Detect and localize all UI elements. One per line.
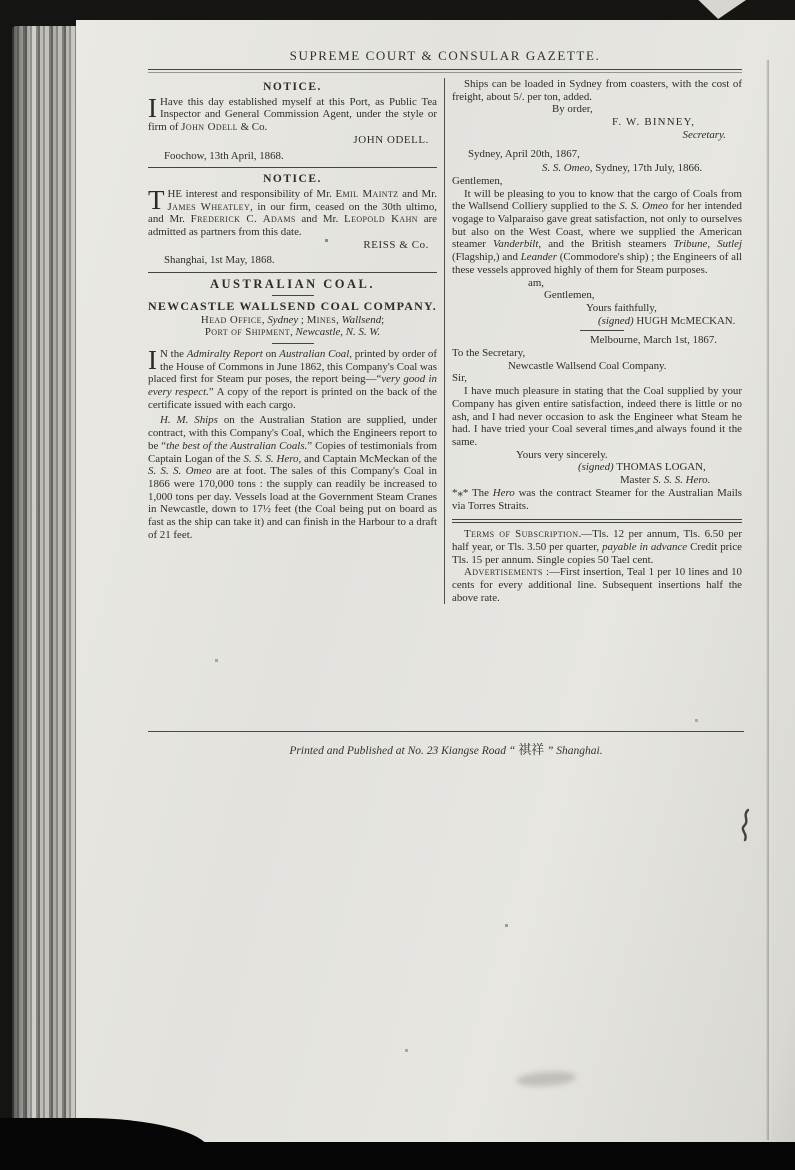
notice2-signature: REISS & Co.	[363, 238, 429, 251]
ornament-rule	[272, 295, 314, 296]
paper-tear-mark	[734, 808, 756, 842]
salutation-gentlemen: Gentlemen,	[452, 174, 503, 187]
secretary-title: Secretary.	[682, 128, 726, 141]
book-page-edges	[12, 26, 84, 1132]
imprint-line: Printed and Published at No. 23 Kiangse Road “ 祺祥 ” Shanghai.	[289, 743, 603, 758]
coal-office-line: Head Office, Sydney ; Mines, Wallsend;	[200, 313, 385, 326]
master-title-line: Master S. S. S. Hero.	[620, 474, 711, 487]
section-rule	[148, 272, 437, 273]
paper-smudge	[516, 1070, 577, 1088]
right-column	[445, 78, 742, 604]
notice1-heading: NOTICE.	[263, 81, 322, 93]
photo-dark-background	[0, 0, 795, 22]
to-secretary-line: To the Secretary,	[452, 347, 526, 360]
yours-faithfully-line: Yours faithfully,	[586, 301, 657, 314]
mcmeckan-signature: (signed) HUGH MᴄMECKAN.	[598, 314, 736, 327]
gazette-page	[76, 20, 795, 1142]
coal-paragraph-admiralty: I N the Admiralty Report on Australian Coal, printed by order of the House of Commons in June 1862, this Company's Coal was placed first for Steam pur poses, the report being—“very good in every respect.” A copy of the report is printed on the back of the certificate issued with each cargo.	[148, 344, 438, 411]
notice2-body: THE interest and responsibility of Mr. Emil Maintz and Mr. James Wheatley, in our firm, ceased on the 30th ultimo, and Mr. Frederick C. Adams and Mr. Leopold Kahn are admitted as partners from this date.	[148, 184, 437, 239]
notice1-dateline: Foochow, 13th April, 1868.	[164, 149, 284, 162]
section-rule	[148, 167, 437, 168]
footer-rule	[148, 731, 744, 732]
page-crease	[766, 60, 771, 1140]
advertisement-terms: Advertisements :—First insertion, Teal 1 per 10 lines and 10 cents for every additional line. Subsequent insertions half the above rate.	[452, 566, 742, 604]
paper-speckles	[76, 20, 77, 21]
notice2-dateline: Shanghai, 1st May, 1868.	[164, 254, 275, 267]
pleasure-paragraph: I have much pleasure in stating that the Coal supplied by your Company has given entire satisfaction, indeed there is little or no ash, and I had never occasion to ask the Engineer what Steam he had. I have tried your Coal several times and always found it the same.	[452, 385, 742, 448]
page-title: SUPREME COURT & CONSULAR GAZETTE.	[289, 48, 601, 63]
melbourne-dateline: Melbourne, March 1st, 1867.	[590, 334, 718, 347]
ornament-rule	[272, 343, 314, 344]
coal-paragraph-ships: H. M. Ships on the Australian Station are supplied, under contract, with this Company's Coal, which the Engineers report to be “the best of the Australian Coals.” Copies of testimonials from Captain Logan of the S. S. S. Hero, and Captain McMeckan of the S. S. S. Omeo are at foot. The sales of this Company's Coal in 1866 were 170,000 tons : the supply can readily be increased to 1,000 tons per day. Vessels load at the Government Steam Cranes in Newcastle, down to 17½ feet (the Coal being put on board as fast as the ship can take it) and can finish in the Harbour to a draft of 21 feet.	[148, 414, 438, 541]
coal-port-line: Port of Shipment, Newcastle, N. S. W.	[204, 326, 381, 339]
double-rule	[452, 519, 742, 523]
yours-sincerely-line: Yours very sincerely.	[516, 448, 608, 461]
coal-company-name: NEWCASTLE WALLSEND COAL COMPANY.	[148, 298, 437, 313]
photo-bottom-background	[0, 1142, 795, 1170]
sydney-dateline: Sydney, April 20th, 1867,	[468, 147, 580, 160]
coal-section-title: AUSTRALIAN COAL.	[209, 277, 376, 292]
two-column-body	[148, 78, 742, 604]
closing-am-line: am,	[528, 276, 545, 289]
subscription-terms: Terms of Subscription.—Tls. 12 per annum, Tls. 6.50 per half year, or Tls. 3.50 per quarter, payable in advance Credit price Tls. 15 per annum. Single copies 50 Tael cent.	[452, 528, 742, 566]
hero-footnote: *⁎* The Hero was the contract Steamer for the Australian Mails via Torres Straits.	[452, 486, 742, 512]
masthead-rule	[148, 69, 742, 73]
left-column	[148, 78, 444, 604]
company-address-line: Newcastle Wallsend Coal Company.	[508, 359, 667, 372]
notice1-signature: JOHN ODELL.	[353, 133, 429, 146]
omeo-dateline: S. S. Omeo, Sydney, 17th July, 1866.	[542, 162, 703, 175]
signature-rule	[580, 330, 624, 331]
notice2-heading: NOTICE.	[263, 173, 322, 186]
by-order-line: By order,	[552, 103, 593, 116]
cargo-paragraph: It will be pleasing to you to know that the cargo of Coals from the Wallsend Colliery supplied to the S. S. Omeo for her intended vogage to Valparaiso gave great satisfaction, not only to ourselves but also on the West Coast, where we supplied the American steamer Vanderbilt, and the British steamers Tribune, Sutlej (Flagship,) and Leander (Commodore's ship) ; the Engineers of all these vessels approved highly of them for Steam purposes.	[452, 187, 742, 276]
salutation-sir: Sir,	[452, 372, 467, 385]
ships-loaded-paragraph: Ships can be loaded in Sydney from coasters, with the cost of freight, about 5/. per ton, added.	[452, 78, 742, 103]
closing-gentlemen-line: Gentlemen,	[544, 289, 595, 302]
logan-signature: (signed) THOMAS LOGAN,	[578, 461, 706, 474]
binney-signature: F. W. BINNEY,	[612, 116, 696, 129]
notice1-body: I Have this day established myself at this Port, as Public Tea Inspector and General Commission Agent, under the style or firm of John Odell & Co.	[148, 92, 437, 134]
